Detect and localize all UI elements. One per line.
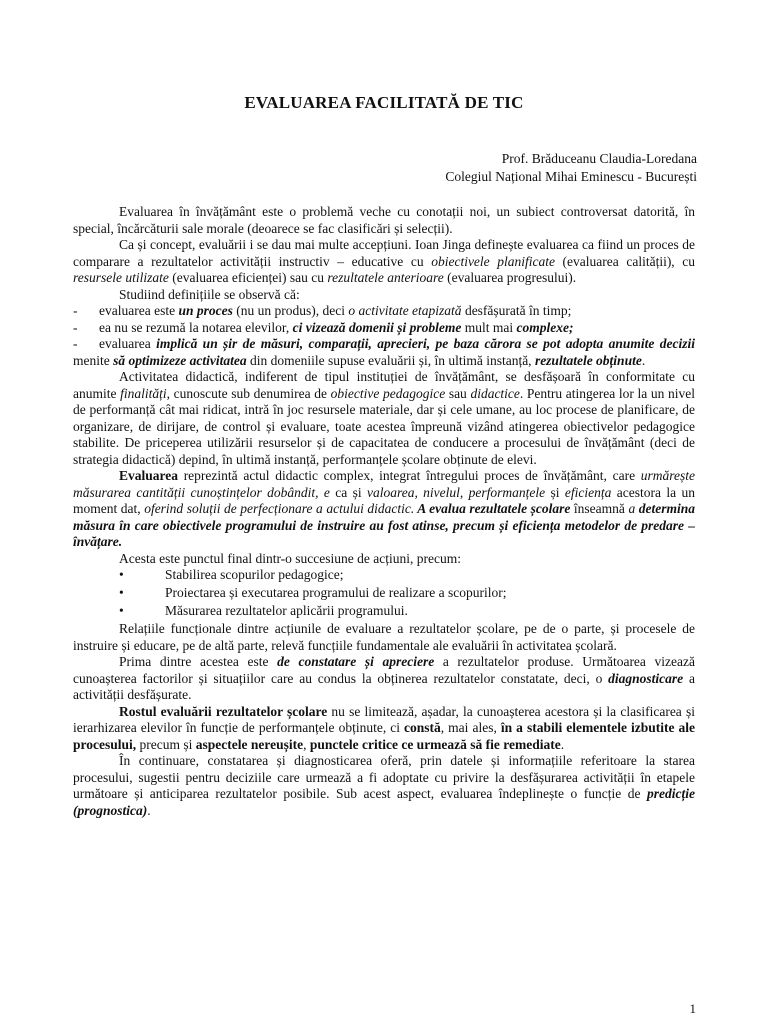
bullet-marker: •: [119, 603, 124, 618]
paragraph-8: [73, 654, 695, 704]
text-run: (nu un produs), deci: [232, 303, 349, 318]
bullet-text: Stabilirea scopurilor pedagogice;: [165, 567, 344, 582]
bullet-text: Măsurarea rezultatelor aplicării programului.: [165, 603, 408, 618]
text-run: acestora la un moment dat,: [73, 484, 695, 516]
text-run: constă: [404, 720, 441, 735]
paragraph-5: [73, 468, 695, 551]
document-body: [73, 204, 695, 819]
text-run: oferind soluții de perfecționare a actului didactic.: [144, 501, 415, 516]
text-run: o activitate etapizată: [348, 303, 462, 318]
text-run: în a stabili elementele izbutite ale procesului,: [73, 720, 696, 752]
text-run: a rezultatelor produse. Următoarea vizează cunoașterea factorilor și situațiilor care au condus la obținerea rezultatelor constatate, deci, o: [73, 654, 695, 686]
bullet-item-3: [73, 603, 695, 620]
text-run: Ca și concept, evaluării i se dau mai multe accepțiuni. Ioan Jinga definește evaluarea ca fiind un proces de comparare a rezultatelor activității instructiv – educative cu: [73, 237, 695, 269]
text-run: și: [545, 484, 565, 500]
text-run: Rostul evaluării rezultatelor școlare: [119, 703, 328, 719]
text-run: a: [628, 501, 636, 516]
dash-item-1: [73, 303, 695, 320]
dash-marker: -: [73, 303, 78, 318]
text-run: urmărește măsurarea cantității cunoștințelor dobândit, e: [73, 468, 695, 500]
paragraph-10: [73, 753, 695, 819]
bullet-text: Proiectarea și executarea programului de realizare a scopurilor;: [165, 585, 507, 600]
dash-item-2: [73, 320, 695, 337]
text-run: În continuare, constatarea și diagnosticarea oferă, prin datele și informațiile referitoare la starea procesului, sugestii pentru deciziile care urmează a fi adoptate cu privire la desfășurarea activității în etapele următoare și anticiparea rezultatelor posibile. Sub acest aspect, evaluarea îndeplinește o funcție de: [73, 753, 695, 801]
text-run: .: [147, 802, 151, 818]
text-run: .: [641, 352, 646, 368]
text-run: nu se limitează, așadar, la cunoașterea acestora și la clasificarea și ierarhizarea elevilor în funcție de performanțele obținute, ci: [73, 703, 695, 735]
text-run: înseamnă: [570, 501, 629, 516]
author-name: Prof. Brăduceanu Claudia-Loredana: [501, 151, 697, 166]
text-run: .: [560, 736, 565, 752]
text-run: , mai ales,: [440, 720, 501, 735]
text-run: finalități: [120, 385, 167, 401]
text-run: ea nu se rezumă la notarea elevilor,: [99, 319, 293, 335]
text-run: didactice: [470, 385, 520, 401]
author-block: [445, 150, 697, 186]
text-run: obiectivele planificate: [431, 253, 555, 269]
text-run: implică un șir de măsuri, comparații, aprecieri, pe baza cărora se pot adopta anumite decizii: [156, 336, 695, 351]
paragraph-6: Acesta este punctul final dintr-o succesiune de acțiuni, precum:: [119, 550, 461, 566]
bullet-item-2: [73, 585, 695, 602]
dash-item-3: [73, 336, 695, 369]
text-run: predicție (prognostica): [73, 786, 695, 818]
dash-marker: -: [73, 336, 78, 351]
text-run: rezultatele obținute: [534, 352, 642, 368]
text-run: Activitatea didactică, indiferent de tipul instituției de învățământ, se desfășoară în conformitate cu anumite: [73, 369, 695, 401]
text-run: ci vizează domenii și probleme: [292, 319, 462, 335]
paragraph-2: [73, 237, 695, 287]
document-title: EVALUAREA FACILITATĂ DE TIC: [244, 93, 524, 112]
text-run: (evaluarea eficienței) sau cu: [168, 270, 328, 285]
bullet-item-1: [73, 567, 695, 584]
dash-item-text: [99, 303, 695, 320]
text-run: eficiența: [564, 484, 612, 500]
text-run: un proces: [178, 303, 233, 318]
bullet-marker: •: [119, 567, 124, 582]
text-run: (evaluarea progresului).: [443, 270, 577, 285]
text-run: ca și: [329, 484, 367, 500]
bullet-marker: •: [119, 585, 124, 600]
paragraph-9: [73, 704, 695, 754]
text-run: a activității desfășurate.: [73, 670, 695, 702]
text-run: de constatare și apreciere: [277, 654, 435, 669]
text-run: valoarea, nivelul, performanțele: [366, 484, 546, 500]
text-run: mult mai: [461, 319, 517, 335]
text-run: A evalua rezultatele școlare: [414, 501, 571, 516]
page-number: 1: [689, 1001, 696, 1016]
text-run: complexe;: [516, 319, 574, 335]
paragraph-3: Studiind definițiile se observă că:: [119, 286, 300, 302]
text-run: reprezintă actul didactic complex, integrat întregului proces de învățământ, care: [178, 468, 641, 483]
text-run: să optimizeze activitatea: [113, 352, 247, 368]
text-run: ,: [303, 736, 310, 752]
text-run: aspectele nereușite: [195, 736, 304, 752]
text-run: din domeniile supuse evaluării și, în ultimă instanță,: [246, 352, 535, 368]
text-run: , cunoscute sub denumirea de: [166, 385, 331, 401]
paragraph-4: [73, 369, 695, 468]
text-run: punctele critice ce urmează să fie remediate: [309, 736, 561, 752]
paragraph-1: Evaluarea în învățământ este o problemă veche cu conotații noi, un subiect controversat datorită, în special, încărcăturii sale morale (deoarece se fac clasificări și selecții).: [73, 204, 695, 236]
paragraph-7: Relațiile funcționale dintre acțiunile de evaluare a rezultatelor școlare, pe de o parte, și procesele de instruire și educare, pe de altă parte, relevă funcțiile fundamentale ale evaluării în activitatea școlară.: [73, 621, 695, 653]
text-run: desfășurată în timp;: [461, 303, 572, 318]
text-run: determina măsura în care obiectivele programului de instruire au fost atinse, precum și eficiența metodelor de predare – învățare.: [73, 501, 695, 549]
text-run: . Pentru atingerea lor la un nivel de performanță cât mai ridicat, intră în joc resursele materiale, dar și cele umane, au loc procese de planificare, de organizare, de dirijare, de control și evaluare, toate acestea împreună vizând atingerea obiectivelor pedagogice stabilite. De priceperea utilizării resurselor și de capacitatea de conducere a procesului de învățământ (deci de strategia didactică) depind, în ultimă instanță, performanțele școlare obținute de elevi.: [73, 385, 695, 467]
dash-marker: -: [73, 319, 78, 335]
text-run: obiective pedagogice: [330, 385, 446, 401]
text-run: precum și: [136, 736, 196, 752]
text-run: Prima dintre acestea este: [119, 654, 278, 669]
text-run: (evaluarea calității), cu: [554, 253, 696, 269]
text-run: rezultatele anterioare: [327, 270, 444, 285]
text-run: diagnosticare: [608, 670, 684, 686]
text-run: menite: [73, 352, 114, 368]
dash-item-text: [99, 320, 695, 337]
text-run: sau: [445, 385, 471, 401]
text-run: evaluarea este: [99, 303, 179, 318]
text-run: resursele utilizate: [73, 270, 169, 285]
text-run: evaluarea: [99, 336, 157, 351]
author-school: Colegiul Național Mihai Eminescu - București: [445, 169, 697, 184]
text-run: Evaluarea: [119, 468, 179, 483]
